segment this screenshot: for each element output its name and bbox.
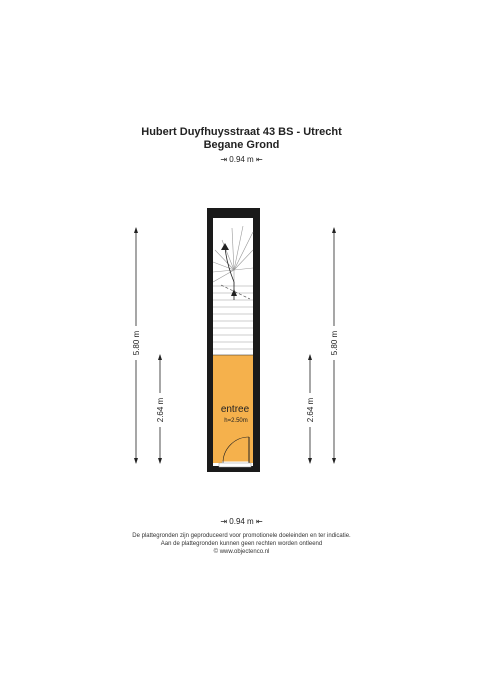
total-height-right-label: 5.80 m [330,330,339,356]
copyright-line: © www.objectenco.nl [213,549,270,555]
room-height-left-label: 2.64 m [156,397,165,423]
room-name-entree: entree [220,404,250,415]
width-bottom-label: 0.94 m [229,517,254,526]
room-height-entree: h=2.50m [224,418,248,424]
arrow-left-icon: ⇥ [220,155,228,164]
dimension-total-height-right [328,227,340,464]
dimension-room-height-left [154,354,166,464]
disclaimer-line-2: Aan de plattegronden kunnen geen rechten worden ontleend [160,541,323,547]
total-height-left-label: 5.80 m [132,330,141,356]
floor-name-title: Begane Grond [203,139,280,151]
arrow-right-icon: ⇤ [255,517,263,526]
width-top-label: 0.94 m [229,155,254,164]
dimension-room-height-right [304,354,316,464]
arrow-left-icon: ⇥ [220,517,228,526]
width-dimension-bottom [0,517,483,527]
arrow-right-icon: ⇤ [255,155,263,164]
dimension-total-height-left [130,227,142,464]
room-height-right-label: 2.64 m [306,397,315,423]
floorplan-address-title: Hubert Duyfhuysstraat 43 BS - Utrecht [141,126,342,138]
disclaimer-line-1: De plattegronden zijn geproduceerd voor promotionele doeleinden en ter indicatie. [132,533,351,539]
